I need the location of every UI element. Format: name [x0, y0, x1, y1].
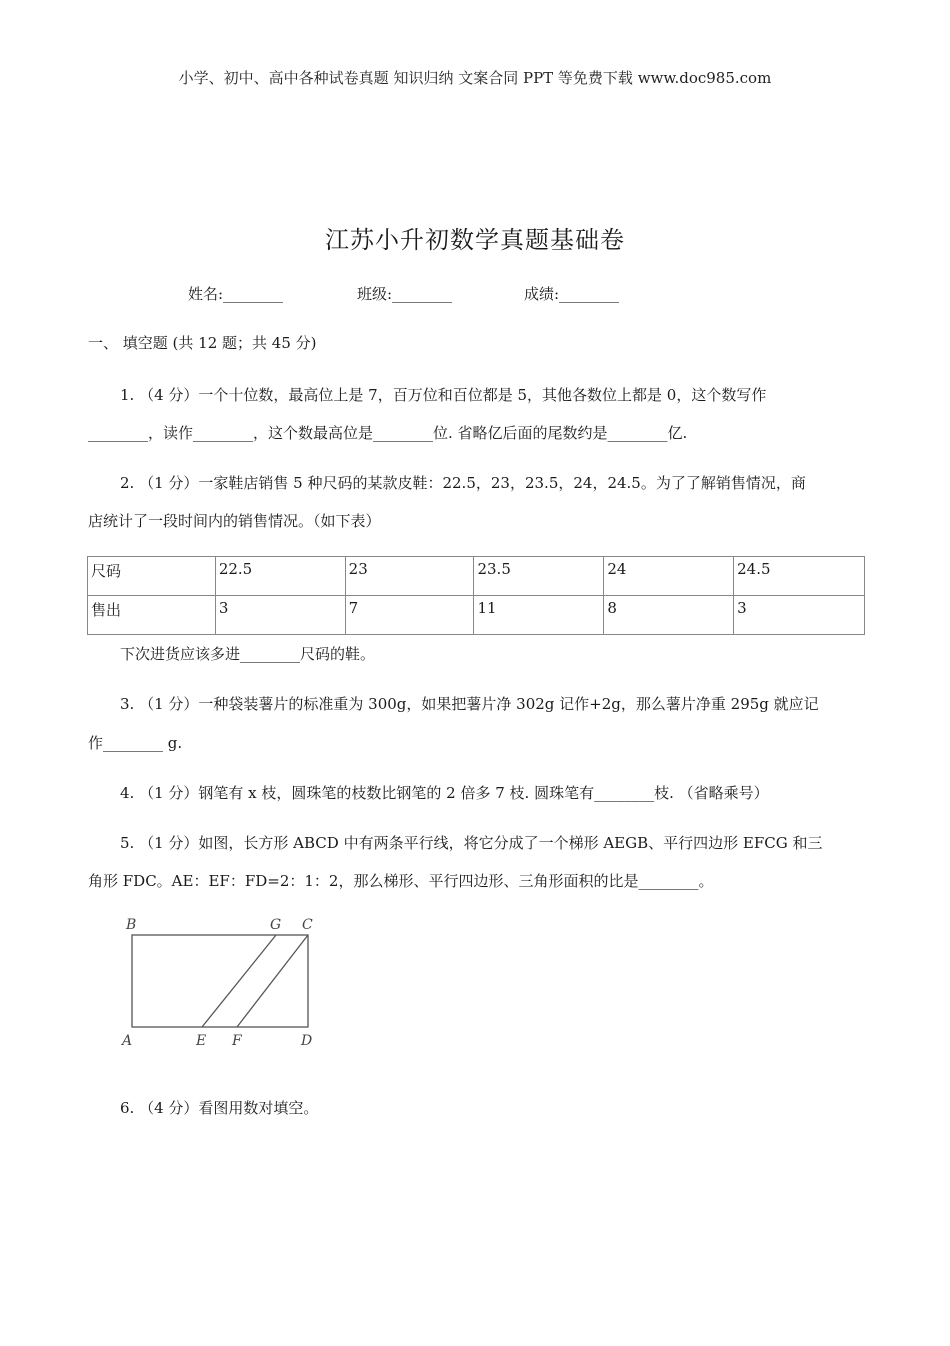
table-cell: 23.5: [474, 557, 604, 596]
table-cell: 22.5: [215, 557, 345, 596]
q5-line2: 角形 FDC。AE：EF：FD=2：1：2，那么梯形、平行四边形、三角形面积的比是________。: [88, 872, 714, 890]
label-a: A: [122, 1033, 133, 1049]
line-fc: [237, 935, 308, 1027]
sales-table: [87, 556, 865, 635]
label-d: D: [301, 1033, 313, 1049]
name-field-label: 姓名:________: [188, 285, 284, 303]
score-field-label: 成绩:________: [524, 285, 620, 303]
table-cell: 24: [604, 557, 734, 596]
label-f: F: [232, 1033, 242, 1049]
table-cell: 3: [734, 596, 865, 635]
table-cell: 8: [604, 596, 734, 635]
page-title: 江苏小升初数学真题基础卷: [325, 226, 625, 254]
table-cell: 售出: [88, 596, 216, 635]
table-row: [88, 596, 865, 635]
table-cell: 尺码: [88, 557, 216, 596]
label-b: B: [126, 917, 137, 933]
q5-line1: 5. （1 分）如图，长方形 ABCD 中有两条平行线，将它分成了一个梯形 AEGB、平行四边形 EFCG 和三: [120, 834, 823, 852]
q4-line1: 4. （1 分）钢笔有 x 枝，圆珠笔的枝数比钢笔的 2 倍多 7 枝. 圆珠笔有________枝. （省略乘号）: [120, 784, 769, 802]
label-g: G: [270, 917, 282, 933]
label-c: C: [302, 917, 313, 933]
q1-line1: 1. （4 分）一个十位数，最高位上是 7，百万位和百位都是 5，其他各数位上都是 0，这个数写作: [120, 386, 767, 404]
label-e: E: [196, 1033, 207, 1049]
table-cell: 24.5: [734, 557, 865, 596]
q6-line1: 6. （4 分）看图用数对填空。: [120, 1099, 319, 1117]
table-row: [88, 557, 865, 596]
line-eg: [202, 935, 276, 1027]
q1-line2: ________，读作________，这个数最高位是________位. 省略亿后面的尾数约是________亿.: [88, 424, 688, 442]
table-cell: 3: [215, 596, 345, 635]
site-header: 小学、初中、高中各种试卷真题 知识归纳 文案合同 PPT 等免费下载 www.doc985.com: [178, 69, 772, 87]
q2-after-table: 下次进货应该多进________尺码的鞋。: [120, 645, 376, 663]
rectangle-abcd: [132, 935, 308, 1027]
table-cell: 23: [345, 557, 474, 596]
q2-line1: 2. （1 分）一家鞋店销售 5 种尺码的某款皮鞋：22.5，23，23.5，24，24.5。为了了解销售情况，商: [120, 474, 806, 492]
q3-line2: 作________ g.: [88, 734, 183, 752]
q2-line2: 店统计了一段时间内的销售情况。（如下表）: [88, 512, 381, 530]
rectangle-figure: [118, 913, 328, 1053]
table-cell: 7: [345, 596, 474, 635]
class-field-label: 班级:________: [357, 285, 453, 303]
section-heading: 一、 填空题 (共 12 题；共 45 分): [88, 334, 317, 352]
q3-line1: 3. （1 分）一种袋装薯片的标准重为 300g，如果把薯片净 302g 记作+2g，那么薯片净重 295g 就应记: [120, 695, 819, 713]
table-cell: 11: [474, 596, 604, 635]
